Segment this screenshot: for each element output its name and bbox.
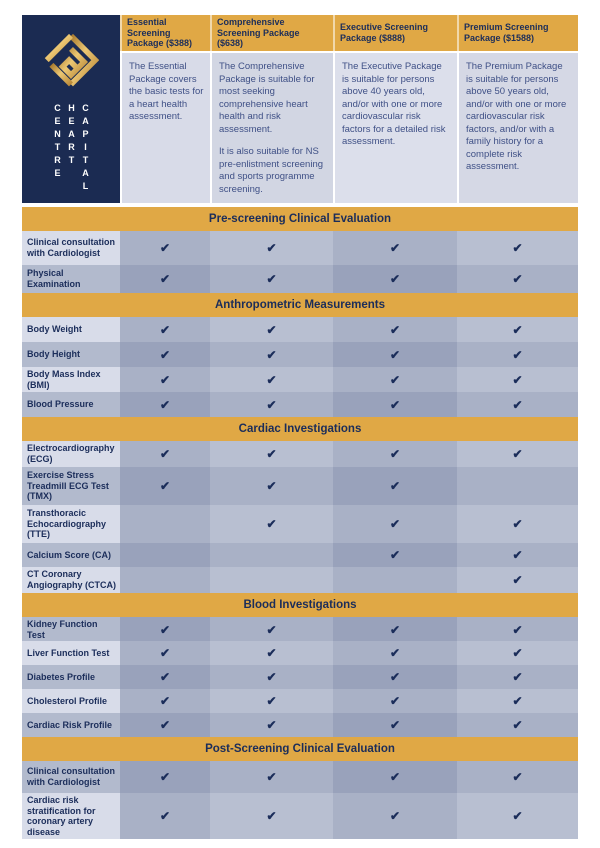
check-icon: ✔ xyxy=(512,770,523,784)
packages-header xyxy=(22,15,578,203)
section-header: Anthropometric Measurements xyxy=(22,293,578,317)
row-label: Electrocardiography (ECG) xyxy=(22,441,120,467)
check-icon: ✔ xyxy=(159,272,171,286)
check-cell xyxy=(120,317,210,342)
check-icon: ✔ xyxy=(159,670,171,684)
table-row xyxy=(22,567,578,593)
table-row xyxy=(22,689,578,713)
empty-cell xyxy=(120,505,210,543)
check-icon: ✔ xyxy=(266,322,277,337)
brand-word-heart: HEART xyxy=(66,103,77,168)
check-cell xyxy=(210,689,333,713)
package-description xyxy=(120,53,210,203)
check-cell xyxy=(333,342,457,367)
check-icon: ✔ xyxy=(159,479,171,493)
table-row xyxy=(22,505,578,543)
check-cell xyxy=(210,793,333,839)
check-cell xyxy=(457,367,578,392)
check-icon: ✔ xyxy=(389,694,401,708)
check-cell xyxy=(457,689,578,713)
check-cell xyxy=(333,505,457,543)
check-cell xyxy=(457,641,578,665)
brand-word-capital: CAPITAL xyxy=(80,103,91,194)
check-cell xyxy=(120,793,210,839)
check-icon: ✔ xyxy=(389,397,401,412)
check-icon: ✔ xyxy=(389,241,401,255)
check-icon: ✔ xyxy=(266,646,277,660)
empty-cell xyxy=(120,567,210,593)
check-icon: ✔ xyxy=(266,347,277,362)
check-icon: ✔ xyxy=(512,573,523,587)
check-icon: ✔ xyxy=(512,548,523,562)
check-icon: ✔ xyxy=(512,347,523,362)
check-icon: ✔ xyxy=(266,517,277,531)
check-icon: ✔ xyxy=(266,809,277,824)
check-cell xyxy=(333,367,457,392)
table-row xyxy=(22,467,578,505)
check-cell xyxy=(333,793,457,839)
check-cell xyxy=(210,617,333,642)
row-label: Cardiac risk stratification for coronary artery disease xyxy=(22,793,120,839)
row-label: Kidney Function Test xyxy=(22,617,120,642)
section-header: Blood Investigations xyxy=(22,593,578,617)
check-cell xyxy=(457,713,578,737)
check-icon: ✔ xyxy=(512,372,523,387)
check-icon: ✔ xyxy=(512,694,523,708)
table-row xyxy=(22,617,578,641)
package-title: Premium Screening Package ($1588) xyxy=(457,15,578,51)
row-label: Clinical consultation with Cardiologist xyxy=(22,231,120,265)
row-label: Body Height xyxy=(22,342,120,367)
table-row xyxy=(22,231,578,265)
check-icon: ✔ xyxy=(266,770,277,784)
check-cell xyxy=(210,665,333,689)
package-description xyxy=(333,53,457,203)
package-description xyxy=(457,53,578,203)
check-icon: ✔ xyxy=(389,548,401,562)
check-cell xyxy=(210,342,333,367)
table-row xyxy=(22,713,578,737)
check-icon: ✔ xyxy=(512,397,523,412)
package-description-paragraph: The Executive Package is suitable for persons above 40 years old, and/or with one or more cardiovascular risk factors for a detailed risk assessment. xyxy=(342,61,446,148)
package-title: Essential Screening Package ($388) xyxy=(120,15,210,51)
check-icon: ✔ xyxy=(512,670,523,684)
table-row xyxy=(22,761,578,793)
comparison-table xyxy=(22,207,578,837)
check-cell xyxy=(120,665,210,689)
check-icon: ✔ xyxy=(512,447,523,461)
check-cell xyxy=(333,689,457,713)
check-cell xyxy=(333,317,457,342)
empty-cell xyxy=(120,543,210,567)
check-cell xyxy=(457,567,578,593)
check-cell xyxy=(333,713,457,737)
check-cell xyxy=(457,505,578,543)
check-cell xyxy=(210,317,333,342)
check-cell xyxy=(210,467,333,505)
check-cell xyxy=(457,543,578,567)
check-icon: ✔ xyxy=(159,622,171,637)
check-icon: ✔ xyxy=(159,809,171,824)
check-cell xyxy=(210,231,333,265)
check-cell xyxy=(120,617,210,642)
check-cell xyxy=(120,231,210,265)
table-row xyxy=(22,265,578,293)
check-icon: ✔ xyxy=(389,322,401,337)
check-icon: ✔ xyxy=(512,718,523,732)
check-cell xyxy=(457,441,578,467)
check-icon: ✔ xyxy=(266,670,277,684)
check-icon: ✔ xyxy=(512,241,523,255)
check-icon: ✔ xyxy=(159,322,171,337)
check-icon: ✔ xyxy=(266,272,277,286)
check-cell xyxy=(120,265,210,293)
row-label: Body Mass Index (BMI) xyxy=(22,367,120,392)
check-icon: ✔ xyxy=(389,479,401,493)
row-label: Diabetes Profile xyxy=(22,665,120,689)
check-cell xyxy=(457,317,578,342)
check-cell xyxy=(333,231,457,265)
check-icon: ✔ xyxy=(159,347,171,362)
check-cell xyxy=(120,392,210,417)
check-icon: ✔ xyxy=(159,397,171,412)
check-icon: ✔ xyxy=(266,622,277,637)
check-icon: ✔ xyxy=(266,479,277,493)
check-cell xyxy=(210,505,333,543)
package-description-paragraph: The Premium Package is suitable for persons above 50 years old, and/or with one or more cardiovascular risk factors, and/or with a family history for a complete risk assessment. xyxy=(466,61,567,173)
check-cell xyxy=(120,367,210,392)
row-label: Transthoracic Echocardiography (TTE) xyxy=(22,505,120,543)
check-cell xyxy=(457,665,578,689)
check-icon: ✔ xyxy=(512,646,523,660)
row-label: Calcium Score (CA) xyxy=(22,543,120,567)
row-label: Clinical consultation with Cardiologist xyxy=(22,761,120,793)
check-icon: ✔ xyxy=(266,694,277,708)
check-cell xyxy=(210,392,333,417)
check-cell xyxy=(210,641,333,665)
row-label: Physical Examination xyxy=(22,265,120,293)
row-label: Blood Pressure xyxy=(22,392,120,417)
check-cell xyxy=(333,467,457,505)
check-cell xyxy=(120,467,210,505)
check-cell xyxy=(120,761,210,793)
package-column-comprehensive xyxy=(210,15,333,203)
table-row xyxy=(22,793,578,837)
check-icon: ✔ xyxy=(159,718,171,732)
package-column-premium xyxy=(457,15,578,203)
check-icon: ✔ xyxy=(266,718,277,732)
row-label: Exercise Stress Treadmill ECG Test (TMX) xyxy=(22,467,120,505)
check-icon: ✔ xyxy=(266,447,277,461)
check-icon: ✔ xyxy=(159,646,171,660)
check-cell xyxy=(457,265,578,293)
table-row xyxy=(22,441,578,467)
check-cell xyxy=(457,793,578,839)
section-header: Pre-screening Clinical Evaluation xyxy=(22,207,578,231)
check-icon: ✔ xyxy=(389,809,401,824)
check-cell xyxy=(210,713,333,737)
check-icon: ✔ xyxy=(389,372,401,387)
row-label: Body Weight xyxy=(22,317,120,342)
check-icon: ✔ xyxy=(389,272,401,286)
check-cell xyxy=(120,641,210,665)
check-cell xyxy=(333,665,457,689)
empty-cell xyxy=(210,567,333,593)
check-icon: ✔ xyxy=(159,241,171,255)
check-icon: ✔ xyxy=(389,718,401,732)
check-icon: ✔ xyxy=(512,272,523,286)
table-row xyxy=(22,367,578,392)
package-description-paragraph: The Comprehensive Package is suitable for most seeking comprehensive heart health and risk assessment. xyxy=(219,61,315,135)
package-title: Comprehensive Screening Package ($638) xyxy=(210,15,333,51)
check-cell xyxy=(333,543,457,567)
brand-sidebar xyxy=(22,15,120,203)
check-icon: ✔ xyxy=(159,447,171,461)
check-cell xyxy=(333,441,457,467)
section-header: Cardiac Investigations xyxy=(22,417,578,441)
check-icon: ✔ xyxy=(389,517,401,531)
check-cell xyxy=(210,761,333,793)
check-cell xyxy=(120,342,210,367)
package-column-essential xyxy=(120,15,210,203)
check-icon: ✔ xyxy=(266,372,277,387)
check-cell xyxy=(457,392,578,417)
check-icon: ✔ xyxy=(266,241,277,255)
check-icon: ✔ xyxy=(389,622,401,637)
check-icon: ✔ xyxy=(389,347,401,362)
package-description-paragraph: It is also suitable for NS pre-enlistment screening and sports programme screening. xyxy=(219,146,324,195)
check-cell xyxy=(333,641,457,665)
check-cell xyxy=(457,231,578,265)
check-cell xyxy=(457,761,578,793)
check-cell xyxy=(333,265,457,293)
check-icon: ✔ xyxy=(389,447,401,461)
package-description xyxy=(210,53,333,203)
check-icon: ✔ xyxy=(512,622,523,637)
check-icon: ✔ xyxy=(389,770,401,784)
check-icon: ✔ xyxy=(389,670,401,684)
check-icon: ✔ xyxy=(512,809,523,824)
check-cell xyxy=(120,441,210,467)
check-cell xyxy=(333,392,457,417)
check-cell xyxy=(457,342,578,367)
check-icon: ✔ xyxy=(266,397,277,412)
check-cell xyxy=(120,713,210,737)
check-cell xyxy=(210,265,333,293)
brochure-content xyxy=(22,15,578,837)
table-row xyxy=(22,392,578,417)
table-row xyxy=(22,342,578,367)
capital-heart-centre-logo-icon xyxy=(43,31,99,93)
package-description-paragraph: The Essential Package covers the basic tests for a heart health assessment. xyxy=(129,61,204,123)
empty-cell xyxy=(457,467,578,505)
check-cell xyxy=(120,689,210,713)
table-row xyxy=(22,543,578,567)
check-cell xyxy=(210,367,333,392)
check-cell xyxy=(457,617,578,642)
package-column-executive xyxy=(333,15,457,203)
package-title: Executive Screening Package ($888) xyxy=(333,15,457,51)
check-icon: ✔ xyxy=(389,646,401,660)
empty-cell xyxy=(333,567,457,593)
section-header: Post-Screening Clinical Evaluation xyxy=(22,737,578,761)
package-columns xyxy=(120,15,578,203)
table-row xyxy=(22,665,578,689)
brand-name xyxy=(50,103,92,199)
check-icon: ✔ xyxy=(512,322,523,337)
table-row xyxy=(22,317,578,342)
check-icon: ✔ xyxy=(159,694,171,708)
brand-word-centre: CENTRE xyxy=(52,103,63,181)
check-icon: ✔ xyxy=(159,770,171,784)
check-icon: ✔ xyxy=(159,372,171,387)
check-icon: ✔ xyxy=(512,517,523,531)
row-label: Cholesterol Profile xyxy=(22,689,120,713)
empty-cell xyxy=(210,543,333,567)
row-label: Cardiac Risk Profile xyxy=(22,713,120,737)
check-cell xyxy=(333,617,457,642)
table-row xyxy=(22,641,578,665)
check-cell xyxy=(333,761,457,793)
row-label: CT Coronary Angiography (CTCA) xyxy=(22,567,120,593)
row-label: Liver Function Test xyxy=(22,641,120,665)
check-cell xyxy=(210,441,333,467)
